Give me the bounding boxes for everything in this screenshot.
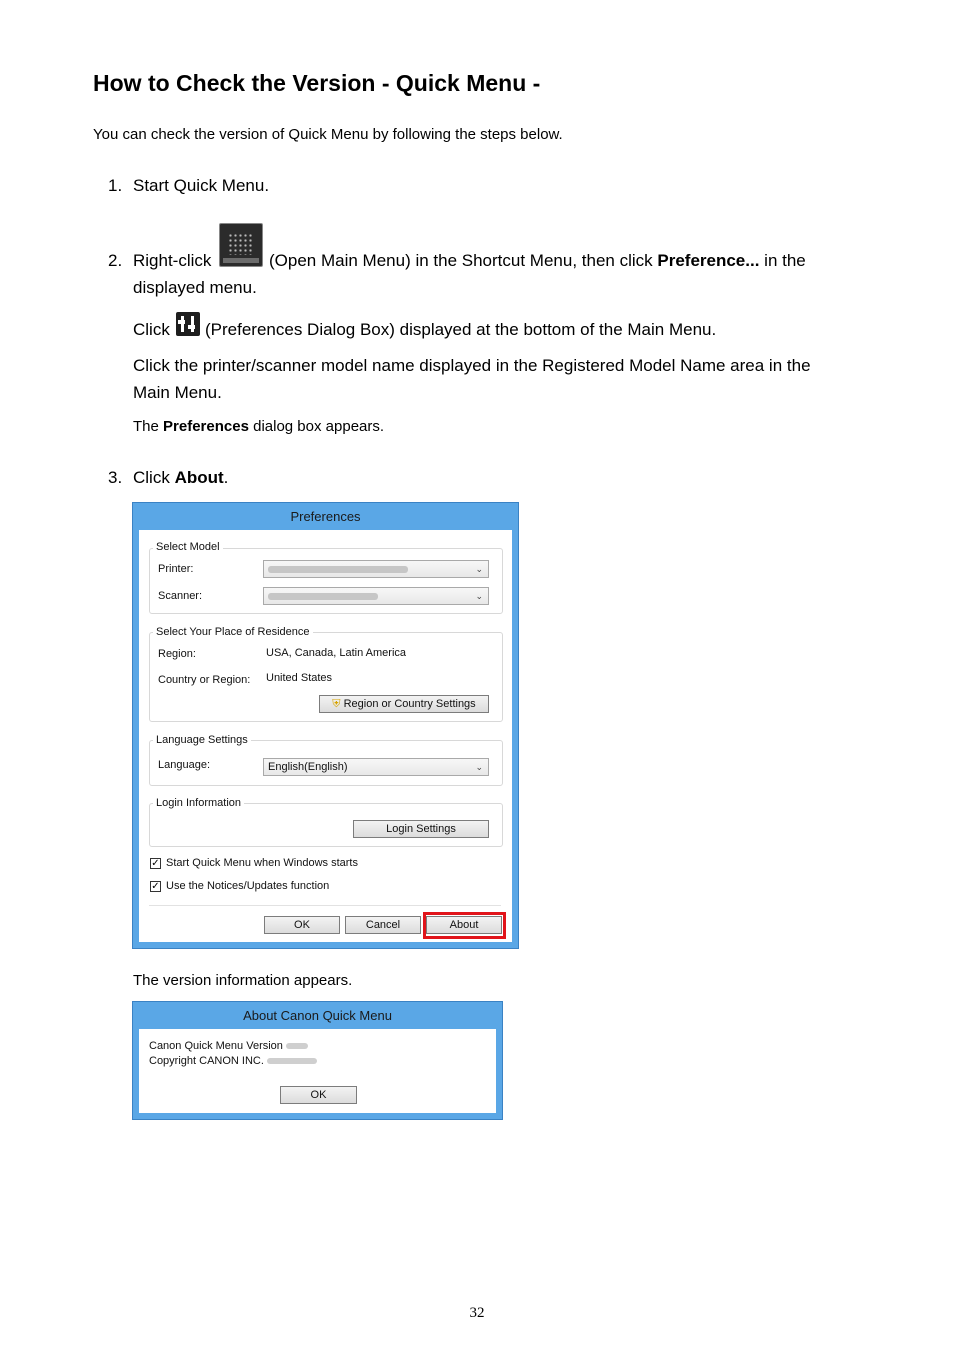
blurred-scanner-name: [268, 593, 378, 600]
step-2-preferences-text: (Preferences Dialog Box) displayed at the bottom of the Main Menu.: [205, 320, 717, 339]
chevron-down-icon: ⌄: [475, 564, 483, 574]
step-number: 1.: [108, 176, 123, 195]
start-quick-menu-label: Start Quick Menu when Windows starts: [166, 857, 358, 869]
step-2-instruction: (Open Main Menu) in the Shortcut Menu, then click Preference... in the: [269, 251, 806, 270]
shield-icon: ⛨: [332, 698, 341, 710]
about-dialog: [132, 1001, 503, 1120]
country-value: United States: [266, 672, 333, 684]
printer-label: Printer:: [158, 563, 194, 575]
preferences-dialog-body: [139, 530, 512, 942]
blurred-version-number: [286, 1043, 308, 1049]
blurred-printer-name: [268, 566, 408, 573]
about-ok-button[interactable]: OK: [280, 1086, 357, 1104]
start-quick-menu-checkbox[interactable]: ✓: [151, 858, 160, 869]
step-1-text: Start Quick Menu.: [133, 176, 270, 195]
about-dialog-title: About Canon Quick Menu: [243, 1008, 392, 1023]
step-2-model-line2: Main Menu.: [133, 383, 222, 402]
step-2-model-line1: Click the printer/scanner model name displayed in the Registered Model Name area in the: [133, 356, 811, 375]
language-settings-label: Language Settings: [153, 734, 251, 746]
page-title: How to Check the Version - Quick Menu -: [93, 70, 541, 96]
preferences-dialog-title: Preferences: [290, 509, 361, 524]
select-model-label: Select Model: [153, 541, 223, 553]
notices-updates-checkbox[interactable]: ✓: [151, 881, 160, 892]
region-label: Region:: [158, 648, 196, 660]
version-line: Canon Quick Menu Version: [149, 1040, 308, 1052]
step-2-line2: displayed menu.: [133, 278, 257, 297]
region-country-settings-button[interactable]: ⛨ Region or Country Settings: [319, 695, 489, 713]
step-3-text: Click About.: [133, 468, 229, 487]
intro-text: You can check the version of Quick Menu by following the steps below.: [93, 126, 563, 143]
residence-label: Select Your Place of Residence: [153, 626, 313, 638]
preferences-icon: [176, 312, 200, 336]
step-number: 2.: [108, 251, 123, 270]
cancel-button[interactable]: Cancel: [345, 916, 421, 934]
step-2-note: The Preferences dialog box appears.: [133, 418, 385, 435]
region-value: USA, Canada, Latin America: [266, 647, 407, 659]
preferences-dialog: [132, 502, 519, 949]
scanner-select[interactable]: [263, 587, 489, 605]
step-number: 3.: [108, 468, 123, 487]
blurred-copyright-years: [267, 1058, 317, 1064]
divider: [149, 905, 501, 906]
printer-select[interactable]: [263, 560, 489, 578]
version-info-text: The version information appears.: [133, 972, 353, 989]
ok-button[interactable]: OK: [264, 916, 340, 934]
language-select[interactable]: English(English) ⌄: [263, 758, 489, 776]
step-2-right-click-label: Right-click: [133, 251, 212, 270]
about-highlight-box: [423, 912, 506, 939]
step-2-click-label: Click: [133, 320, 170, 339]
login-settings-button[interactable]: Login Settings: [353, 820, 489, 838]
copyright-line: Copyright CANON INC.: [149, 1055, 317, 1067]
scanner-label: Scanner:: [158, 590, 203, 602]
about-dialog-body: [139, 1029, 496, 1113]
page-number: 32: [469, 1305, 485, 1321]
chevron-down-icon: ⌄: [475, 591, 483, 601]
main-menu-icon: [219, 223, 263, 267]
about-button[interactable]: About: [426, 916, 502, 934]
country-label: Country or Region:: [158, 674, 251, 686]
language-label: Language:: [158, 759, 210, 771]
chevron-down-icon: ⌄: [475, 762, 483, 772]
notices-updates-label: Use the Notices/Updates function: [166, 880, 330, 892]
login-information-label: Login Information: [153, 797, 244, 809]
